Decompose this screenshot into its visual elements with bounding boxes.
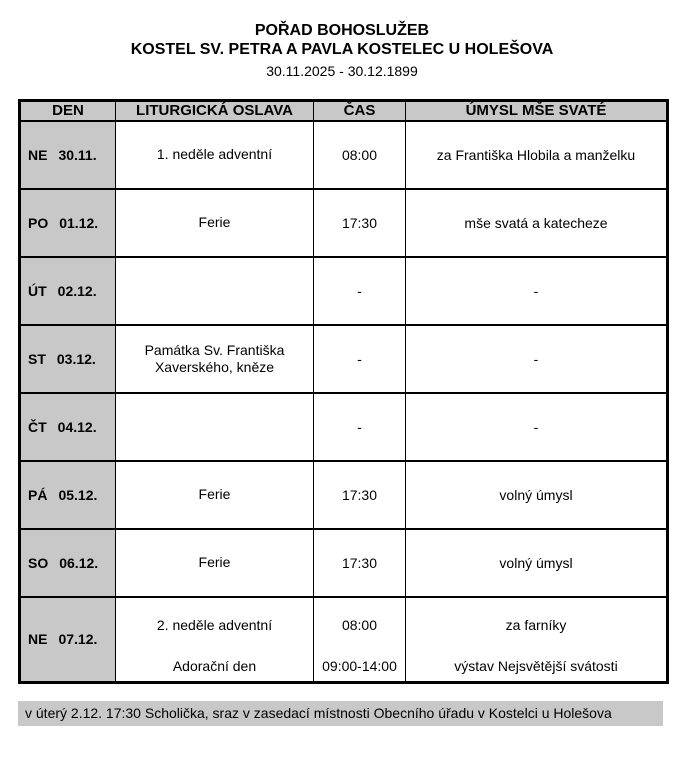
day-cell [20,529,116,597]
time-cell [314,597,406,683]
table-row [20,393,668,461]
day-cell [20,325,116,393]
day-cell [20,393,116,461]
day-abbrev: ST [28,350,46,367]
intention-entry: výstav Nejsvětější svátosti [454,657,618,674]
day-cell [20,597,116,683]
document-header [0,0,684,80]
column-header-day: DEN [20,101,116,121]
celebration-cell: Ferie [116,461,314,529]
day-abbrev: NE [28,631,48,648]
intention-cell: - [406,393,668,461]
time-entry: 09:00-14:00 [322,657,397,674]
table-row [20,257,668,325]
time-cell: - [314,257,406,325]
time-entry: 08:00 [341,616,378,633]
day-abbrev: PO [28,214,49,231]
day-abbrev: SO [28,554,49,571]
intention-cell: - [406,257,668,325]
intention-cell: mše svatá a katecheze [406,189,668,257]
table-row [20,121,668,189]
day-cell [20,189,116,257]
column-header-celebration: LITURGICKÁ OSLAVA [116,101,314,121]
day-date: 30.11. [58,146,97,163]
intention-cell [406,597,668,683]
table-header-row [20,101,668,121]
day-date: 03.12. [56,350,96,367]
table-row [20,325,668,393]
celebration-cell: Památka Sv. Františka Xaverského, kněze [116,325,314,393]
intention-entry: za farníky [505,616,567,633]
celebration-entry: Adorační den [172,657,257,674]
day-cell [20,461,116,529]
celebration-cell: Ferie [116,189,314,257]
intention-cell: volný úmysl [406,529,668,597]
time-cell: 08:00 [314,121,406,189]
day-abbrev: NE [28,146,48,163]
page-title: POŘAD BOHOSLUŽEB [254,22,430,39]
time-cell: - [314,325,406,393]
column-header-time: ČAS [314,101,406,121]
column-header-intention: ÚMYSL MŠE SVATÉ [406,101,668,121]
table-row [20,529,668,597]
celebration-cell: 1. neděle adventní [116,121,314,189]
intention-cell: volný úmysl [406,461,668,529]
intention-cell: - [406,325,668,393]
date-range: 30.11.2025 - 30.12.1899 [266,63,418,79]
day-abbrev: PÁ [28,486,48,503]
day-date: 07.12. [58,631,98,648]
table-row [20,461,668,529]
table-row [20,597,668,683]
footer-note-text: v úterý 2.12. 17:30 Scholička, sraz v zasedací místnosti Obecního úřadu v Kostelci u Holešova [25,705,612,721]
time-cell: 17:30 [314,529,406,597]
day-date: 02.12. [57,282,97,299]
celebration-cell: Ferie [116,529,314,597]
celebration-cell [116,257,314,325]
day-date: 06.12. [59,554,99,571]
day-abbrev: ČT [28,418,47,435]
table-row [20,189,668,257]
schedule-table [18,99,669,684]
time-cell: - [314,393,406,461]
day-date: 01.12. [59,214,99,231]
celebration-cell [116,597,314,683]
footer-note [18,701,663,726]
time-cell: 17:30 [314,189,406,257]
day-date: 05.12. [58,486,98,503]
celebration-cell [116,393,314,461]
day-date: 04.12. [57,418,97,435]
celebration-entry: 2. neděle adventní [156,616,273,633]
day-abbrev: ÚT [28,282,47,299]
day-cell [20,121,116,189]
church-name: KOSTEL SV. PETRA A PAVLA KOSTELEC U HOLEŠOVA [130,41,554,58]
day-cell [20,257,116,325]
intention-cell: za Františka Hlobila a manželku [406,121,668,189]
time-cell: 17:30 [314,461,406,529]
